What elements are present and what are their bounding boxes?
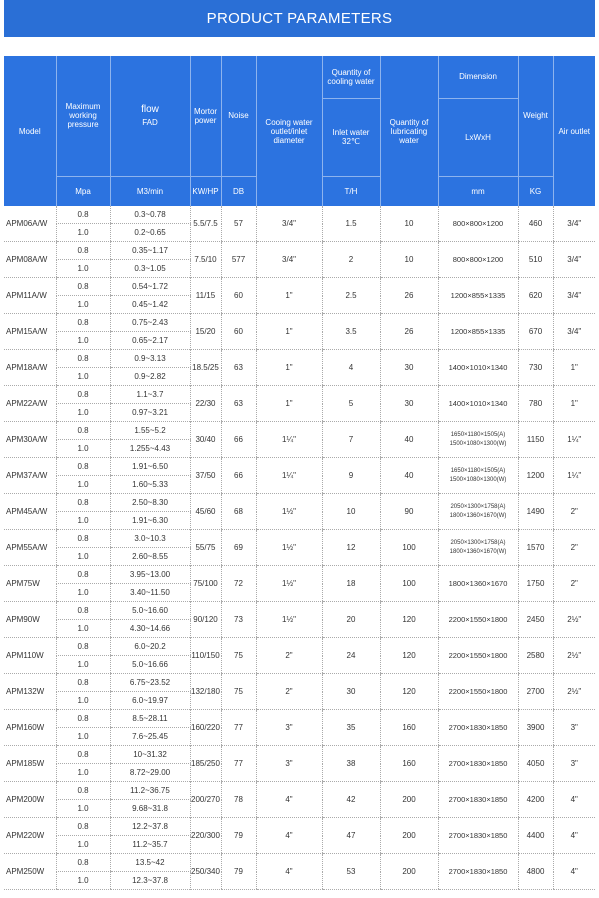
lubricating-cell: 10 (380, 206, 438, 242)
flow-cell: 1.1~3.7 (110, 386, 190, 404)
pressure-cell: 1.0 (56, 332, 110, 350)
pressure-cell: 1.0 (56, 656, 110, 674)
air-outlet-cell: 4" (553, 854, 595, 890)
noise-cell: 68 (221, 494, 256, 530)
air-outlet-cell: 2½" (553, 602, 595, 638)
cooling-water-cell: 5 (322, 386, 380, 422)
weight-cell: 1150 (518, 422, 553, 458)
dimension-line: 1500×1080×1300(W) (449, 476, 507, 483)
cooling-outlet-cell: 3/4" (256, 242, 322, 278)
dimension-line: 1500×1080×1300(W) (449, 440, 507, 447)
header-max-pressure: Maximum working pressure (56, 56, 110, 176)
lubricating-cell: 100 (380, 530, 438, 566)
cooling-water-cell: 20 (322, 602, 380, 638)
pressure-cell: 1.0 (56, 404, 110, 422)
cooling-outlet-cell: 1" (256, 350, 322, 386)
dimension-cell: 1200×855×1335 (438, 278, 518, 314)
unit-kwhp: KW/HP (190, 176, 221, 206)
cooling-outlet-cell: 2" (256, 674, 322, 710)
cooling-water-cell: 53 (322, 854, 380, 890)
header-fad: FAD (142, 117, 158, 127)
flow-cell: 6.0~20.2 (110, 638, 190, 656)
dimension-cell: 2700×1830×1850 (438, 746, 518, 782)
model-cell: APM08A/W (4, 242, 56, 278)
cooling-water-cell: 24 (322, 638, 380, 674)
dimension-line: 1650×1180×1505(A) (450, 431, 506, 438)
table-row (4, 422, 595, 440)
unit-th: T/H (322, 176, 380, 206)
cooling-outlet-cell: 1" (256, 314, 322, 350)
pressure-cell: 0.8 (56, 422, 110, 440)
power-cell: 11/15 (190, 278, 221, 314)
flow-cell: 3.40~11.50 (110, 584, 190, 602)
model-cell: APM22A/W (4, 386, 56, 422)
noise-cell: 75 (221, 638, 256, 674)
table-row (4, 782, 595, 800)
pressure-cell: 0.8 (56, 854, 110, 872)
noise-cell: 72 (221, 566, 256, 602)
pressure-cell: 1.0 (56, 368, 110, 386)
dimension-cell: 1200×855×1335 (438, 314, 518, 350)
weight-cell: 1200 (518, 458, 553, 494)
cooling-water-cell: 18 (322, 566, 380, 602)
flow-cell: 7.6~25.45 (110, 728, 190, 746)
lubricating-cell: 160 (380, 710, 438, 746)
pressure-cell: 0.8 (56, 674, 110, 692)
flow-cell: 9.68~31.8 (110, 800, 190, 818)
dimension-line: 2050×1300×1758(A) (450, 503, 506, 510)
model-cell: APM132W (4, 674, 56, 710)
lubricating-cell: 30 (380, 350, 438, 386)
pressure-cell: 1.0 (56, 476, 110, 494)
header-qty-lubricating: Quantity of lubricating water (380, 56, 438, 206)
cooling-outlet-cell: 3" (256, 746, 322, 782)
power-cell: 220/300 (190, 818, 221, 854)
flow-cell: 11.2~35.7 (110, 836, 190, 854)
air-outlet-cell: 3" (553, 710, 595, 746)
pressure-cell: 0.8 (56, 386, 110, 404)
air-outlet-cell: 3/4" (553, 206, 595, 242)
dimension-cell: 800×800×1200 (438, 206, 518, 242)
model-cell: APM200W (4, 782, 56, 818)
table-row (4, 458, 595, 476)
flow-cell: 6.0~19.97 (110, 692, 190, 710)
page-title: PRODUCT PARAMETERS (4, 0, 595, 37)
flow-cell: 8.5~28.11 (110, 710, 190, 728)
model-cell: APM220W (4, 818, 56, 854)
table-row (4, 566, 595, 584)
pressure-cell: 0.8 (56, 242, 110, 260)
power-cell: 22/30 (190, 386, 221, 422)
cooling-outlet-cell: 1¼" (256, 422, 322, 458)
air-outlet-cell: 2" (553, 494, 595, 530)
dimension-cell (438, 458, 518, 494)
weight-cell: 2580 (518, 638, 553, 674)
pressure-cell: 0.8 (56, 602, 110, 620)
dimension-cell: 2200×1550×1800 (438, 602, 518, 638)
header-flow (110, 56, 190, 176)
weight-cell: 2700 (518, 674, 553, 710)
table-row (4, 494, 595, 512)
pressure-cell: 0.8 (56, 530, 110, 548)
weight-cell: 1750 (518, 566, 553, 602)
noise-cell: 63 (221, 350, 256, 386)
weight-cell: 4800 (518, 854, 553, 890)
noise-cell: 77 (221, 710, 256, 746)
flow-cell: 10~31.32 (110, 746, 190, 764)
cooling-water-cell: 35 (322, 710, 380, 746)
header-noise: Noise (221, 56, 256, 176)
air-outlet-cell: 1" (553, 386, 595, 422)
model-cell: APM160W (4, 710, 56, 746)
cooling-outlet-cell: 4" (256, 818, 322, 854)
weight-cell: 620 (518, 278, 553, 314)
model-cell: APM11A/W (4, 278, 56, 314)
power-cell: 18.5/25 (190, 350, 221, 386)
dimension-cell: 1400×1010×1340 (438, 350, 518, 386)
pressure-cell: 0.8 (56, 818, 110, 836)
power-cell: 55/75 (190, 530, 221, 566)
unit-db: DB (221, 176, 256, 206)
table-row (4, 278, 595, 296)
header-cooling-outlet: Cooing water outlet/inlet diameter (256, 56, 322, 206)
table-row (4, 386, 595, 404)
power-cell: 75/100 (190, 566, 221, 602)
weight-cell: 4400 (518, 818, 553, 854)
unit-mpa: Mpa (56, 176, 110, 206)
weight-cell: 4050 (518, 746, 553, 782)
flow-cell: 0.65~2.17 (110, 332, 190, 350)
weight-cell: 3900 (518, 710, 553, 746)
flow-cell: 1.91~6.30 (110, 512, 190, 530)
model-cell: APM30A/W (4, 422, 56, 458)
power-cell: 185/250 (190, 746, 221, 782)
dimension-cell: 800×800×1200 (438, 242, 518, 278)
air-outlet-cell: 3/4" (553, 314, 595, 350)
weight-cell: 1570 (518, 530, 553, 566)
noise-cell: 78 (221, 782, 256, 818)
table-row (4, 314, 595, 332)
pressure-cell: 0.8 (56, 206, 110, 224)
noise-cell: 63 (221, 386, 256, 422)
air-outlet-cell: 1¼" (553, 422, 595, 458)
dimension-cell: 2700×1830×1850 (438, 854, 518, 890)
noise-cell: 75 (221, 674, 256, 710)
unit-mm: mm (438, 176, 518, 206)
weight-cell: 510 (518, 242, 553, 278)
weight-cell: 780 (518, 386, 553, 422)
noise-cell: 60 (221, 314, 256, 350)
pressure-cell: 1.0 (56, 224, 110, 242)
dimension-line: 1800×1360×1670(W) (449, 512, 507, 519)
pressure-cell: 0.8 (56, 782, 110, 800)
flow-cell: 11.2~36.75 (110, 782, 190, 800)
air-outlet-cell: 1" (553, 350, 595, 386)
power-cell: 7.5/10 (190, 242, 221, 278)
power-cell: 200/270 (190, 782, 221, 818)
model-cell: APM55A/W (4, 530, 56, 566)
cooling-outlet-cell: 1½" (256, 530, 322, 566)
air-outlet-cell: 2½" (553, 638, 595, 674)
lubricating-cell: 160 (380, 746, 438, 782)
flow-cell: 8.72~29.00 (110, 764, 190, 782)
flow-cell: 13.5~42 (110, 854, 190, 872)
header-motor-power: Mortor power (190, 56, 221, 176)
power-cell: 132/180 (190, 674, 221, 710)
flow-cell: 2.50~8.30 (110, 494, 190, 512)
air-outlet-cell: 3/4" (553, 278, 595, 314)
weight-cell: 4200 (518, 782, 553, 818)
dimension-cell: 2700×1830×1850 (438, 782, 518, 818)
weight-cell: 1490 (518, 494, 553, 530)
dimension-cell (438, 494, 518, 530)
pressure-cell: 0.8 (56, 278, 110, 296)
power-cell: 37/50 (190, 458, 221, 494)
pressure-cell: 0.8 (56, 494, 110, 512)
header-dimension: Dimension (438, 56, 518, 98)
cooling-outlet-cell: 1½" (256, 602, 322, 638)
cooling-water-cell: 42 (322, 782, 380, 818)
cooling-outlet-cell: 1" (256, 386, 322, 422)
table-body (4, 206, 595, 890)
noise-cell: 73 (221, 602, 256, 638)
unit-kg: KG (518, 176, 553, 206)
flow-cell: 12.2~37.8 (110, 818, 190, 836)
air-outlet-cell: 3/4" (553, 242, 595, 278)
flow-cell: 1.60~5.33 (110, 476, 190, 494)
air-outlet-cell: 3" (553, 746, 595, 782)
header-model: Model (4, 56, 56, 206)
table-row (4, 710, 595, 728)
pressure-cell: 0.8 (56, 710, 110, 728)
dimension-cell: 2200×1550×1800 (438, 674, 518, 710)
flow-cell: 12.3~37.8 (110, 872, 190, 890)
noise-cell: 66 (221, 422, 256, 458)
noise-cell: 79 (221, 818, 256, 854)
cooling-outlet-cell: 1¼" (256, 458, 322, 494)
cooling-outlet-cell: 4" (256, 782, 322, 818)
weight-cell: 670 (518, 314, 553, 350)
pressure-cell: 0.8 (56, 566, 110, 584)
header-lwh: LxWxH (438, 98, 518, 176)
pressure-cell: 1.0 (56, 296, 110, 314)
pressure-cell: 1.0 (56, 872, 110, 890)
power-cell: 90/120 (190, 602, 221, 638)
flow-cell: 5.0~16.60 (110, 602, 190, 620)
table-row (4, 350, 595, 368)
model-cell: APM250W (4, 854, 56, 890)
flow-cell: 3.95~13.00 (110, 566, 190, 584)
cooling-outlet-cell: 4" (256, 854, 322, 890)
noise-cell: 77 (221, 746, 256, 782)
header-weight: Weight (518, 56, 553, 176)
header-qty-cooling: Quantity of cooling water (322, 56, 380, 98)
table-row (4, 746, 595, 764)
pressure-cell: 1.0 (56, 836, 110, 854)
flow-cell: 0.54~1.72 (110, 278, 190, 296)
table-row (4, 530, 595, 548)
power-cell: 5.5/7.5 (190, 206, 221, 242)
flow-cell: 5.0~16.66 (110, 656, 190, 674)
pressure-cell: 1.0 (56, 512, 110, 530)
lubricating-cell: 120 (380, 674, 438, 710)
pressure-cell: 1.0 (56, 800, 110, 818)
parameters-table (4, 56, 595, 890)
power-cell: 250/340 (190, 854, 221, 890)
flow-cell: 0.9~3.13 (110, 350, 190, 368)
pressure-cell: 0.8 (56, 458, 110, 476)
lubricating-cell: 40 (380, 422, 438, 458)
dimension-cell: 1400×1010×1340 (438, 386, 518, 422)
flow-cell: 0.97~3.21 (110, 404, 190, 422)
table-row (4, 854, 595, 872)
dimension-line: 2050×1300×1758(A) (450, 539, 506, 546)
weight-cell: 460 (518, 206, 553, 242)
dimension-line: 1800×1360×1670(W) (449, 548, 507, 555)
cooling-water-cell: 7 (322, 422, 380, 458)
pressure-cell: 0.8 (56, 746, 110, 764)
dimension-cell (438, 530, 518, 566)
cooling-water-cell: 2 (322, 242, 380, 278)
lubricating-cell: 26 (380, 314, 438, 350)
model-cell: APM45A/W (4, 494, 56, 530)
cooling-water-cell: 10 (322, 494, 380, 530)
noise-cell: 60 (221, 278, 256, 314)
air-outlet-cell: 2½" (553, 674, 595, 710)
cooling-outlet-cell: 1" (256, 278, 322, 314)
pressure-cell: 1.0 (56, 620, 110, 638)
model-cell: APM185W (4, 746, 56, 782)
pressure-cell: 1.0 (56, 692, 110, 710)
cooling-outlet-cell: 1½" (256, 566, 322, 602)
flow-cell: 1.255~4.43 (110, 440, 190, 458)
air-outlet-cell: 1¼" (553, 458, 595, 494)
dimension-cell: 1800×1360×1670 (438, 566, 518, 602)
cooling-water-cell: 30 (322, 674, 380, 710)
model-cell: APM90W (4, 602, 56, 638)
cooling-outlet-cell: 2" (256, 638, 322, 674)
dimension-cell: 2700×1830×1850 (438, 710, 518, 746)
model-cell: APM75W (4, 566, 56, 602)
model-cell: APM110W (4, 638, 56, 674)
cooling-water-cell: 4 (322, 350, 380, 386)
air-outlet-cell: 4" (553, 782, 595, 818)
cooling-water-cell: 9 (322, 458, 380, 494)
flow-cell: 0.3~0.78 (110, 206, 190, 224)
air-outlet-cell: 2" (553, 566, 595, 602)
cooling-outlet-cell: 3" (256, 710, 322, 746)
cooling-outlet-cell: 3/4" (256, 206, 322, 242)
lubricating-cell: 200 (380, 818, 438, 854)
pressure-cell: 1.0 (56, 440, 110, 458)
table-row (4, 674, 595, 692)
flow-cell: 1.55~5.2 (110, 422, 190, 440)
flow-cell: 4.30~14.66 (110, 620, 190, 638)
table-row (4, 242, 595, 260)
lubricating-cell: 40 (380, 458, 438, 494)
pressure-cell: 1.0 (56, 764, 110, 782)
pressure-cell: 1.0 (56, 260, 110, 278)
cooling-water-cell: 1.5 (322, 206, 380, 242)
air-outlet-cell: 2" (553, 530, 595, 566)
dimension-cell: 2700×1830×1850 (438, 818, 518, 854)
model-cell: APM15A/W (4, 314, 56, 350)
pressure-cell: 1.0 (56, 584, 110, 602)
model-cell: APM06A/W (4, 206, 56, 242)
noise-cell: 66 (221, 458, 256, 494)
table-row (4, 638, 595, 656)
pressure-cell: 0.8 (56, 314, 110, 332)
dimension-cell (438, 422, 518, 458)
weight-cell: 2450 (518, 602, 553, 638)
header-inlet-water: Inlet water 32℃ (322, 98, 380, 176)
power-cell: 15/20 (190, 314, 221, 350)
noise-cell: 57 (221, 206, 256, 242)
noise-cell: 69 (221, 530, 256, 566)
power-cell: 45/60 (190, 494, 221, 530)
table-row (4, 818, 595, 836)
lubricating-cell: 30 (380, 386, 438, 422)
flow-cell: 6.75~23.52 (110, 674, 190, 692)
lubricating-cell: 10 (380, 242, 438, 278)
pressure-cell: 0.8 (56, 638, 110, 656)
noise-cell: 577 (221, 242, 256, 278)
dimension-line: 1650×1180×1505(A) (450, 467, 506, 474)
cooling-water-cell: 38 (322, 746, 380, 782)
flow-cell: 0.2~0.65 (110, 224, 190, 242)
pressure-cell: 1.0 (56, 548, 110, 566)
lubricating-cell: 120 (380, 638, 438, 674)
pressure-cell: 1.0 (56, 728, 110, 746)
flow-cell: 0.75~2.43 (110, 314, 190, 332)
unit-m3min: M3/min (110, 176, 190, 206)
pressure-cell: 0.8 (56, 350, 110, 368)
lubricating-cell: 200 (380, 782, 438, 818)
cooling-water-cell: 2.5 (322, 278, 380, 314)
air-outlet-cell: 4" (553, 818, 595, 854)
header-air-outlet: Air outlet (553, 56, 595, 206)
lubricating-cell: 26 (380, 278, 438, 314)
lubricating-cell: 120 (380, 602, 438, 638)
cooling-water-cell: 12 (322, 530, 380, 566)
power-cell: 110/150 (190, 638, 221, 674)
dimension-cell: 2200×1550×1800 (438, 638, 518, 674)
flow-cell: 0.9~2.82 (110, 368, 190, 386)
flow-cell: 0.35~1.17 (110, 242, 190, 260)
power-cell: 160/220 (190, 710, 221, 746)
table-row (4, 602, 595, 620)
noise-cell: 79 (221, 854, 256, 890)
lubricating-cell: 90 (380, 494, 438, 530)
cooling-outlet-cell: 1½" (256, 494, 322, 530)
cooling-water-cell: 47 (322, 818, 380, 854)
flow-cell: 1.91~6.50 (110, 458, 190, 476)
model-cell: APM18A/W (4, 350, 56, 386)
flow-cell: 2.60~8.55 (110, 548, 190, 566)
flow-cell: 0.3~1.05 (110, 260, 190, 278)
lubricating-cell: 200 (380, 854, 438, 890)
weight-cell: 730 (518, 350, 553, 386)
header-flow-label: flow (141, 103, 159, 115)
cooling-water-cell: 3.5 (322, 314, 380, 350)
lubricating-cell: 100 (380, 566, 438, 602)
table-row (4, 206, 595, 224)
power-cell: 30/40 (190, 422, 221, 458)
flow-cell: 3.0~10.3 (110, 530, 190, 548)
flow-cell: 0.45~1.42 (110, 296, 190, 314)
model-cell: APM37A/W (4, 458, 56, 494)
